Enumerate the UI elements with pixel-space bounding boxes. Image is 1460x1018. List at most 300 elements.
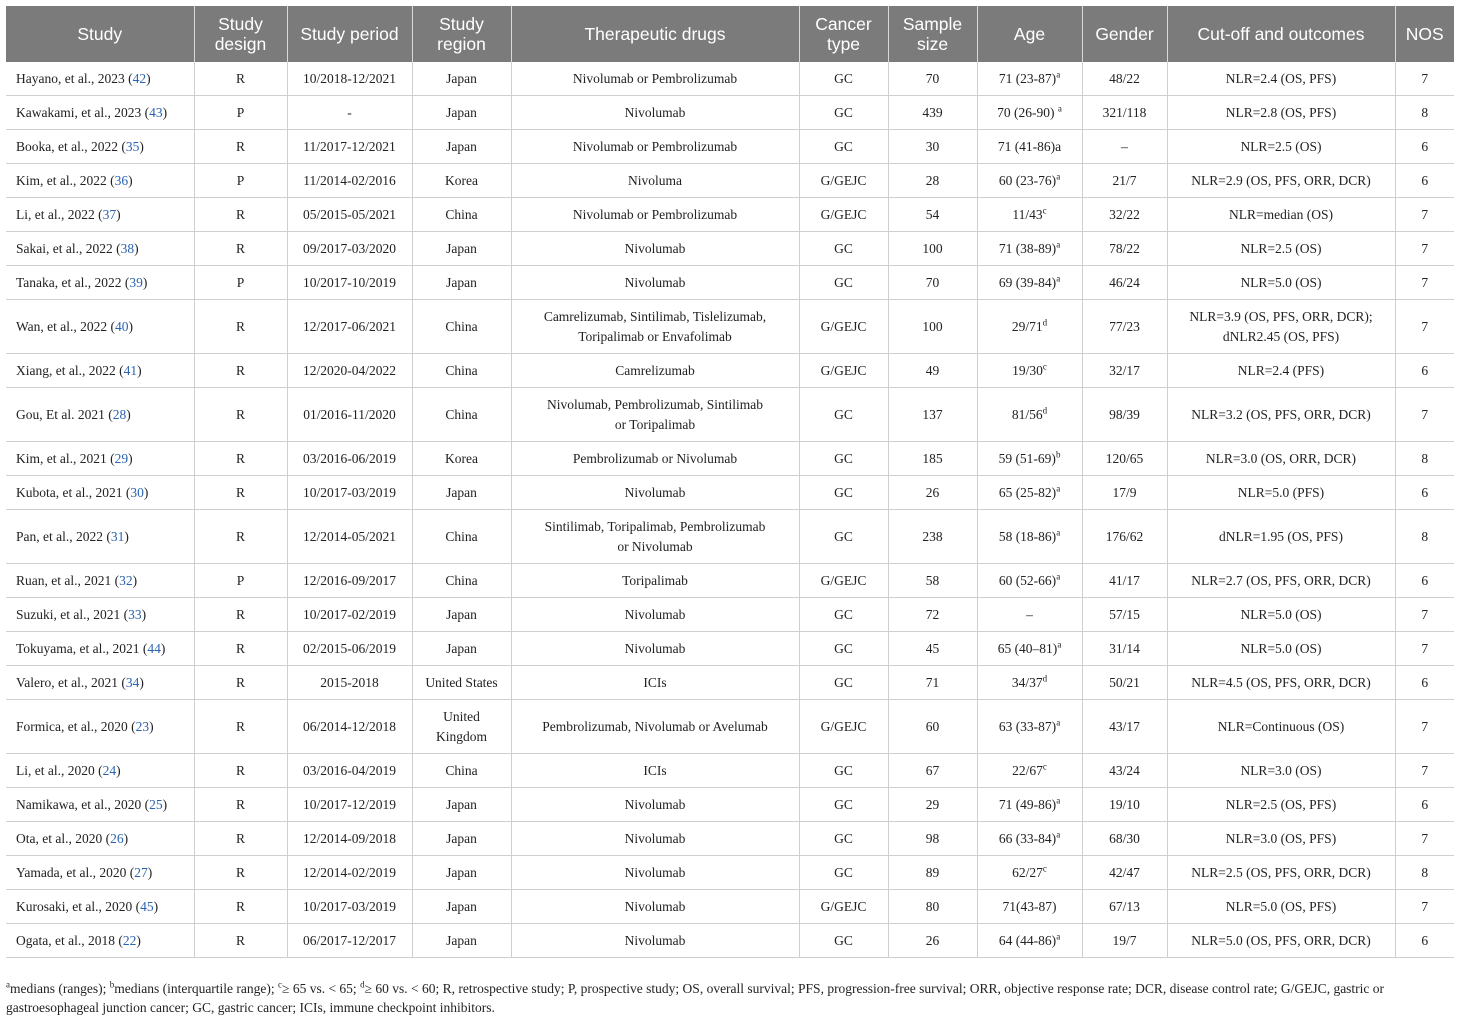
study-name: Xiang, et al., 2022 [16,362,116,378]
age-value: 65 (25-82) [998,484,1057,500]
gender-cell: 50/21 [1082,666,1167,700]
cutoff-cell [1167,476,1395,510]
region-cell-line: Japan [446,70,477,86]
region-cell-line: United States [425,674,498,690]
drugs-cell [511,754,799,788]
study-reference: 26 [110,830,124,846]
sample-size-cell: 137 [888,388,977,442]
gender-cell: 42/47 [1082,856,1167,890]
cutoff-cell-line: NLR=2.4 (OS, PFS) [1225,70,1337,86]
period-cell: 2015-2018 [287,666,412,700]
region-cell-line: Japan [446,484,477,500]
study-reference: 28 [112,406,127,422]
design-cell: R [194,388,287,442]
header-row [6,6,1454,62]
study-name: Suzuki, et al., 2021 [16,606,121,622]
region-cell-line: United [443,708,480,724]
gender-cell: 41/17 [1082,564,1167,598]
cutoff-cell [1167,198,1395,232]
region-cell-line: Kingdom [435,728,487,744]
column-header-cancer-type: Cancer type [799,6,888,62]
age-footnote-marker: a [1056,483,1061,493]
drugs-cell-line: Nivolumab [624,864,686,880]
sample-size-cell: 80 [888,890,977,924]
region-cell-line: Korea [445,172,478,188]
age-footnote-marker: d [1042,405,1048,415]
table-row [6,510,1454,564]
cutoff-cell-line: NLR=2.5 (OS) [1240,138,1322,154]
study-name: Namikawa, et al., 2020 [16,796,142,812]
drugs-cell-line: Nivolumab, Pembrolizumab, Sintilimab [547,396,763,412]
region-cell [412,700,511,754]
table-row [6,62,1454,96]
nos-cell: 6 [1395,788,1454,822]
gender-cell: 78/22 [1082,232,1167,266]
drugs-cell [511,564,799,598]
age-value: 34/37 [1011,674,1043,690]
cutoff-cell [1167,924,1395,958]
study-name: Tokuyama, et al., 2021 [16,640,140,656]
study-cell: Gou, Et al. 2021 (28) [6,388,194,442]
cutoff-cell [1167,62,1395,96]
age-value: 58 (18-86) [998,528,1057,544]
table-row [6,130,1454,164]
age-value: 59 (51-69) [998,450,1056,466]
drugs-cell-line: Nivoluma [628,172,682,188]
region-cell [412,822,511,856]
cutoff-cell [1167,354,1395,388]
cancer-type-cell: G/GEJC [799,354,888,388]
age-cell [977,700,1082,754]
footnote-text: medians (ranges); [10,981,110,996]
design-cell: R [194,198,287,232]
study-cell: Ota, et al., 2020 (26) [6,822,194,856]
cutoff-cell [1167,130,1395,164]
gender-cell: 98/39 [1082,388,1167,442]
table-row [6,788,1454,822]
drugs-cell-line: Toripalimab or Envafolimab [578,328,732,344]
cutoff-cell [1167,890,1395,924]
age-footnote-marker: c [1042,361,1047,371]
age-value: 11/43 [1012,206,1043,222]
column-header-gender: Gender [1082,6,1167,62]
nos-cell: 7 [1395,754,1454,788]
drugs-cell-line: Nivolumab [624,484,686,500]
region-cell [412,856,511,890]
region-cell [412,266,511,300]
table-row [6,96,1454,130]
table-row [6,266,1454,300]
region-cell [412,232,511,266]
table-row [6,300,1454,354]
period-cell: 10/2017-03/2019 [287,476,412,510]
period-cell: 03/2016-04/2019 [287,754,412,788]
age-cell [977,62,1082,96]
study-cell: Kubota, et al., 2021 (30) [6,476,194,510]
gender-cell: 57/15 [1082,598,1167,632]
cancer-type-cell: GC [799,510,888,564]
age-cell [977,510,1082,564]
drugs-cell [511,632,799,666]
drugs-cell-line: Nivolumab [624,240,686,256]
cutoff-cell [1167,510,1395,564]
gender-cell: 321/118 [1082,96,1167,130]
age-value: 65 (40–81) [997,640,1058,656]
cancer-type-cell: GC [799,232,888,266]
sample-size-cell: 26 [888,924,977,958]
sample-size-cell: 70 [888,62,977,96]
age-value: 70 (26-90) [997,104,1058,120]
cutoff-cell-line: NLR=3.2 (OS, PFS, ORR, DCR) [1191,406,1371,422]
region-cell-line: Japan [446,796,477,812]
study-reference: 41 [123,362,138,378]
age-footnote-marker: d [1042,673,1048,683]
nos-cell: 7 [1395,300,1454,354]
age-footnote-marker: a [1056,69,1061,79]
period-cell: 12/2014-02/2019 [287,856,412,890]
nos-cell: 6 [1395,130,1454,164]
design-cell: R [194,700,287,754]
table-header [6,6,1454,62]
study-cell: Kim, et al., 2021 (29) [6,442,194,476]
drugs-cell-line: or Nivolumab [617,538,693,554]
study-reference: 35 [125,138,140,154]
region-cell-line: Japan [446,830,477,846]
age-value: 71 (49-86) [998,796,1057,812]
region-cell [412,300,511,354]
nos-cell: 7 [1395,266,1454,300]
design-cell: P [194,96,287,130]
drugs-cell [511,96,799,130]
nos-cell: 6 [1395,164,1454,198]
region-cell [412,62,511,96]
study-name: Wan, et al., 2022 [16,318,108,334]
age-value: 60 (23-76) [998,172,1057,188]
region-cell-line: China [445,362,478,378]
design-cell: R [194,822,287,856]
column-header-study: Study [6,6,194,62]
cutoff-cell [1167,700,1395,754]
footnote-marker: a [6,979,10,990]
column-header-sample-size: Sample size [888,6,977,62]
cutoff-cell [1167,598,1395,632]
study-reference: 39 [129,274,143,290]
region-cell-line: China [445,206,478,222]
study-reference: 43 [149,104,163,120]
study-reference: 45 [140,898,154,914]
cutoff-cell-line: NLR=2.5 (OS) [1240,240,1322,256]
drugs-cell-line: ICIs [643,762,667,778]
region-cell [412,354,511,388]
nos-cell: 7 [1395,198,1454,232]
study-cell: Tokuyama, et al., 2021 (44) [6,632,194,666]
cutoff-cell [1167,96,1395,130]
region-cell-line: Japan [446,240,477,256]
sample-size-cell: 100 [888,300,977,354]
period-cell: 12/2020-04/2022 [287,354,412,388]
table-row [6,754,1454,788]
drugs-cell [511,700,799,754]
drugs-cell [511,510,799,564]
region-cell [412,164,511,198]
study-cell: Formica, et al., 2020 (23) [6,700,194,754]
study-reference: 22 [122,932,137,948]
period-cell: 10/2017-10/2019 [287,266,412,300]
cutoff-cell [1167,788,1395,822]
age-footnote-marker: a [1056,273,1061,283]
footnote-text: ≥ 65 vs. < 65; [282,981,361,996]
region-cell [412,476,511,510]
cancer-type-cell: GC [799,754,888,788]
design-cell: R [194,856,287,890]
table-footnote [6,979,1454,1017]
cancer-type-cell: G/GEJC [799,300,888,354]
study-name: Kurosaki, et al., 2020 [16,898,133,914]
drugs-cell-line: Nivolumab [624,104,686,120]
study-name: Li, et al., 2022 [16,206,95,222]
gender-cell: – [1082,130,1167,164]
period-cell: 11/2014-02/2016 [287,164,412,198]
study-reference: 24 [102,762,117,778]
nos-cell: 7 [1395,632,1454,666]
age-footnote-marker: c [1042,863,1047,873]
footnote-marker: d [360,979,365,990]
period-cell: 10/2018-12/2021 [287,62,412,96]
period-cell: 06/2014-12/2018 [287,700,412,754]
cancer-type-cell: G/GEJC [799,890,888,924]
cutoff-cell-line: NLR=5.0 (OS) [1240,640,1322,656]
age-cell [977,890,1082,924]
study-cell: Namikawa, et al., 2020 (25) [6,788,194,822]
drugs-cell [511,788,799,822]
table-row [6,856,1454,890]
study-name: Tanaka, et al., 2022 [16,274,122,290]
age-cell [977,388,1082,442]
table-row [6,700,1454,754]
footnote-text: medians (interquartile range); [114,981,279,996]
cutoff-cell [1167,754,1395,788]
age-footnote-marker: d [1042,317,1048,327]
cancer-type-cell: G/GEJC [799,198,888,232]
region-cell [412,788,511,822]
drugs-cell [511,598,799,632]
gender-cell: 19/10 [1082,788,1167,822]
drugs-cell-line: Nivolumab [624,898,686,914]
study-cell: Pan, et al., 2022 (31) [6,510,194,564]
age-value: 22/67 [1012,762,1043,778]
drugs-cell-line: Nivolumab [624,932,686,948]
cutoff-cell-line: NLR=5.0 (OS, PFS) [1225,898,1337,914]
cutoff-cell-line: NLR=2.4 (PFS) [1237,362,1325,378]
study-cell: Ruan, et al., 2021 (32) [6,564,194,598]
drugs-cell-line: Camrelizumab [615,362,695,378]
table-row [6,442,1454,476]
drugs-cell-line: Nivolumab or Pembrolizumab [572,206,738,222]
drugs-cell-line: Nivolumab [624,830,686,846]
cancer-type-cell: GC [799,924,888,958]
cutoff-cell [1167,856,1395,890]
study-cell: Suzuki, et al., 2021 (33) [6,598,194,632]
drugs-cell [511,266,799,300]
cancer-type-cell: GC [799,266,888,300]
drugs-cell [511,442,799,476]
region-cell-line: Japan [446,104,477,120]
study-reference: 44 [147,640,161,656]
sample-size-cell: 26 [888,476,977,510]
age-value: 69 (39-84) [998,274,1057,290]
study-cell: Yamada, et al., 2020 (27) [6,856,194,890]
region-cell [412,130,511,164]
drugs-cell [511,924,799,958]
age-value: 66 (33-84) [998,830,1057,846]
nos-cell: 6 [1395,924,1454,958]
age-cell [977,856,1082,890]
drugs-cell-line: Nivolumab or Pembrolizumab [572,70,738,86]
gender-cell: 68/30 [1082,822,1167,856]
gender-cell: 120/65 [1082,442,1167,476]
period-cell: 12/2016-09/2017 [287,564,412,598]
age-cell [977,564,1082,598]
design-cell: R [194,300,287,354]
column-header-therapeutic-drugs: Therapeutic drugs [511,6,799,62]
cutoff-cell-line: NLR=5.0 (OS) [1240,274,1322,290]
period-cell: 01/2016-11/2020 [287,388,412,442]
study-reference: 33 [128,606,142,622]
sample-size-cell: 54 [888,198,977,232]
cutoff-cell-line: NLR=3.0 (OS, PFS) [1225,830,1337,846]
table-row [6,822,1454,856]
period-cell: 05/2015-05/2021 [287,198,412,232]
study-cell: Booka, et al., 2022 (35) [6,130,194,164]
region-cell [412,442,511,476]
period-cell: 12/2014-05/2021 [287,510,412,564]
table-row [6,354,1454,388]
cutoff-cell [1167,266,1395,300]
study-reference: 40 [115,318,129,334]
drugs-cell-line: Nivolumab [624,274,686,290]
region-cell-line: Japan [446,274,477,290]
table-row [6,598,1454,632]
drugs-cell-line: Camrelizumab, Sintilimab, Tislelizumab, [543,308,767,324]
nos-cell: 6 [1395,354,1454,388]
age-value: 64 (44-86) [998,932,1057,948]
age-cell [977,822,1082,856]
cancer-type-cell: G/GEJC [799,564,888,598]
region-cell [412,890,511,924]
age-footnote-marker: a [1057,103,1062,113]
drugs-cell-line: Nivolumab or Pembrolizumab [572,138,738,154]
nos-cell: 6 [1395,564,1454,598]
nos-cell: 7 [1395,232,1454,266]
study-name: Kim, et al., 2021 [16,450,107,466]
cutoff-cell-line: NLR=5.0 (OS) [1240,606,1322,622]
table-row [6,198,1454,232]
age-value: 60 (52-66) [998,572,1057,588]
design-cell: R [194,632,287,666]
nos-cell: 8 [1395,856,1454,890]
study-name: Hayano, et al., 2023 [16,70,125,86]
cutoff-cell [1167,666,1395,700]
nos-cell: 8 [1395,510,1454,564]
study-name: Li, et al., 2020 [16,762,95,778]
table-row [6,388,1454,442]
study-name: Valero, et al., 2021 [16,674,118,690]
study-cell: Sakai, et al., 2022 (38) [6,232,194,266]
nos-cell: 8 [1395,442,1454,476]
age-value: – [1026,606,1033,622]
design-cell: R [194,232,287,266]
region-cell [412,598,511,632]
sample-size-cell: 98 [888,822,977,856]
nos-cell: 6 [1395,476,1454,510]
cutoff-cell [1167,564,1395,598]
region-cell [412,564,511,598]
age-cell [977,130,1082,164]
gender-cell: 43/17 [1082,700,1167,754]
study-name: Formica, et al., 2020 [16,718,128,734]
sample-size-cell: 45 [888,632,977,666]
drugs-cell [511,232,799,266]
age-cell [977,164,1082,198]
age-cell [977,266,1082,300]
table-body [6,62,1454,958]
nos-cell: 7 [1395,822,1454,856]
study-reference: 29 [114,450,129,466]
region-cell-line: Japan [446,898,477,914]
region-cell-line: Korea [445,450,478,466]
cutoff-cell-line: NLR=3.0 (OS) [1240,762,1322,778]
study-name: Ruan, et al., 2021 [16,572,112,588]
design-cell: R [194,442,287,476]
age-footnote-marker: a [1056,239,1061,249]
drugs-cell-line: Nivolumab [624,796,686,812]
study-name: Sakai, et al., 2022 [16,240,113,256]
region-cell-line: China [445,406,478,422]
column-header-study-region: Study region [412,6,511,62]
design-cell: R [194,62,287,96]
drugs-cell [511,62,799,96]
cutoff-cell [1167,442,1395,476]
gender-cell: 67/13 [1082,890,1167,924]
cancer-type-cell: G/GEJC [799,700,888,754]
nos-cell: 7 [1395,388,1454,442]
region-cell [412,388,511,442]
cutoff-cell [1167,164,1395,198]
cutoff-cell-line: dNLR=1.95 (OS, PFS) [1219,528,1343,544]
column-header-study-period: Study period [287,6,412,62]
design-cell: R [194,598,287,632]
age-cell [977,924,1082,958]
column-header-cutoff-outcomes: Cut-off and outcomes [1167,6,1395,62]
cutoff-cell-line: NLR=3.9 (OS, PFS, ORR, DCR); [1189,308,1373,324]
sample-size-cell: 58 [888,564,977,598]
study-cell: Hayano, et al., 2023 (42) [6,62,194,96]
age-footnote-marker: a [1056,717,1061,727]
study-cell: Kurosaki, et al., 2020 (45) [6,890,194,924]
sample-size-cell: 28 [888,164,977,198]
region-cell [412,924,511,958]
design-cell: P [194,266,287,300]
nos-cell: 7 [1395,700,1454,754]
age-cell [977,632,1082,666]
study-name: Booka, et al., 2022 [16,138,118,154]
study-name: Yamada, et al., 2020 [16,864,127,880]
drugs-cell [511,890,799,924]
drugs-cell-line: Pembrolizumab or Nivolumab [572,450,738,466]
study-name: Ogata, et al., 2018 [16,932,115,948]
cutoff-cell [1167,232,1395,266]
footnote-text: ≥ 60 vs. < 60; R, retrospective study; P, prospective study; OS, overall survival; PFS, progression-free survival; ORR, objective response rate; DCR, disease control rate; G/GEJC, gastric or gastroesophageal junction cancer; GC, gastric cancer; ICIs, immune checkpoint inhibitors. [6,981,1385,1015]
